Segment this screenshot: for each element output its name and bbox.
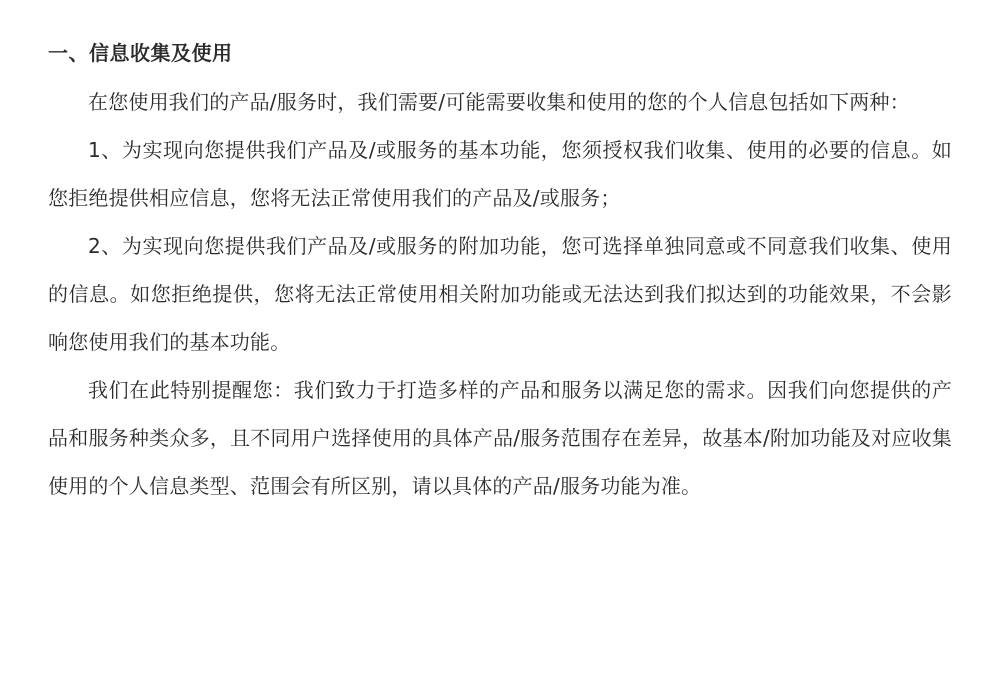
paragraph-intro: 在您使用我们的产品/服务时，我们需要/可能需要收集和使用的您的个人信息包括如下两种： <box>88 90 910 114</box>
section-title: 一、信息收集及使用 <box>48 41 233 65</box>
paragraph-basic-function: 1、为实现向您提供我们产品及/或服务的基本功能，您须授权我们收集、使用的必要的信息。如您拒绝提供相应信息，您将无法正常使用我们的产品及/或服务； <box>48 138 952 210</box>
paragraph-additional-function: 2、为实现向您提供我们产品及/或服务的附加功能，您可选择单独同意或不同意我们收集、使用的信息。如您拒绝提供，您将无法正常使用相关附加功能或无法达到我们拟达到的功能效果，不会影响您使用我们的基本功能。 <box>48 234 952 354</box>
paragraph-reminder: 我们在此特别提醒您：我们致力于打造多样的产品和服务以满足您的需求。因我们向您提供的产品和服务种类众多，且不同用户选择使用的具体产品/服务范围存在差异，故基本/附加功能及对应收集使用的个人信息类型、范围会有所区别，请以具体的产品/服务功能为准。 <box>48 378 952 498</box>
